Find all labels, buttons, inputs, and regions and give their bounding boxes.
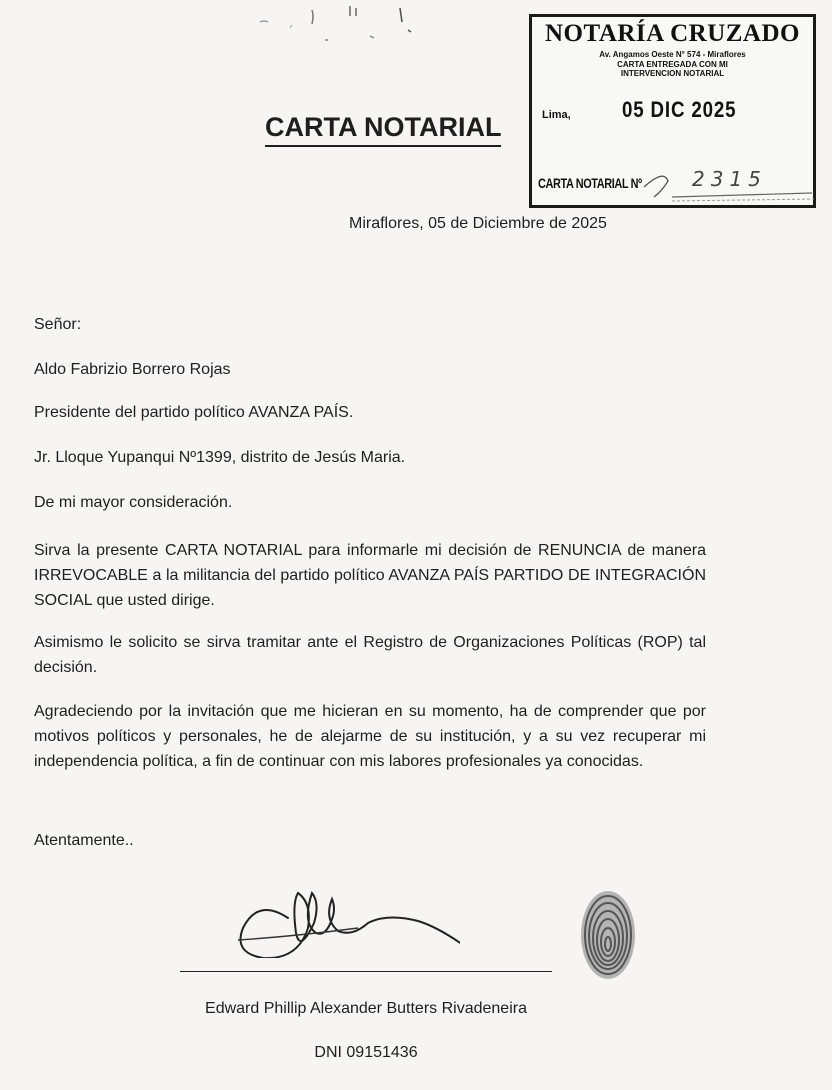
signature-line xyxy=(180,971,552,972)
stamp-carta-label: CARTA NOTARIAL Nº xyxy=(538,175,642,191)
stamp-line-1: CARTA ENTREGADA CON MI xyxy=(617,60,728,69)
recipient-role: Presidente del partido político AVANZA PAÍS. xyxy=(34,404,354,421)
stamp-date: 05 DIC 2025 xyxy=(622,97,737,122)
recipient-address: Jr. Lloque Yupanqui Nº1399, distrito de Jesús Maria. xyxy=(34,449,406,466)
stamp-city: Lima, xyxy=(542,109,571,121)
recipient-name: Aldo Fabrizio Borrero Rojas xyxy=(34,361,231,378)
stamp-address: Av. Angamos Oeste N° 574 - Miraflores xyxy=(599,50,746,59)
paragraph-reasons: Agradeciendo por la invitación que me hicieran en su momento, ha de comprender que por motivos políticos y personales, he de alejarme de su institución, y a su vez recuperar mi independencia política, a fin de continuar con mis labores profesionales ya conocidas. xyxy=(34,703,706,770)
paragraph-request: Asimismo le solicito se sirva tramitar ante el Registro de Organizaciones Políticas (ROP) tal decisión. xyxy=(34,634,706,676)
top-scribble-marks xyxy=(250,0,440,55)
closing: Atentamente.. xyxy=(34,832,134,849)
stamp-line-2: INTERVENCION NOTARIAL xyxy=(620,69,725,78)
fingerprint xyxy=(578,888,638,983)
stamp-notary-name: NOTARÍA CRUZADO xyxy=(545,20,800,47)
signer-dni: DNI 09151436 xyxy=(314,1044,418,1061)
salutation: Señor: xyxy=(34,316,82,333)
stamp-carta-number: 2315 xyxy=(692,167,767,191)
notary-stamp xyxy=(529,14,816,208)
place-and-date: Miraflores, 05 de Diciembre de 2025 xyxy=(349,215,607,232)
stamp-handwritten-number xyxy=(642,159,817,209)
document-title: CARTA NOTARIAL xyxy=(265,112,501,147)
signature xyxy=(230,878,460,958)
signer-name: Edward Phillip Alexander Butters Rivadeneira xyxy=(205,1000,527,1017)
paragraph-resignation: Sirva la presente CARTA NOTARIAL para informarle mi decisión de RENUNCIA de manera IRREVOCABLE a la militancia del partido político AVANZA PAÍS PARTIDO DE INTEGRACIÓN SOCIAL que usted dirige. xyxy=(34,542,706,609)
greeting: De mi mayor consideración. xyxy=(34,494,233,511)
